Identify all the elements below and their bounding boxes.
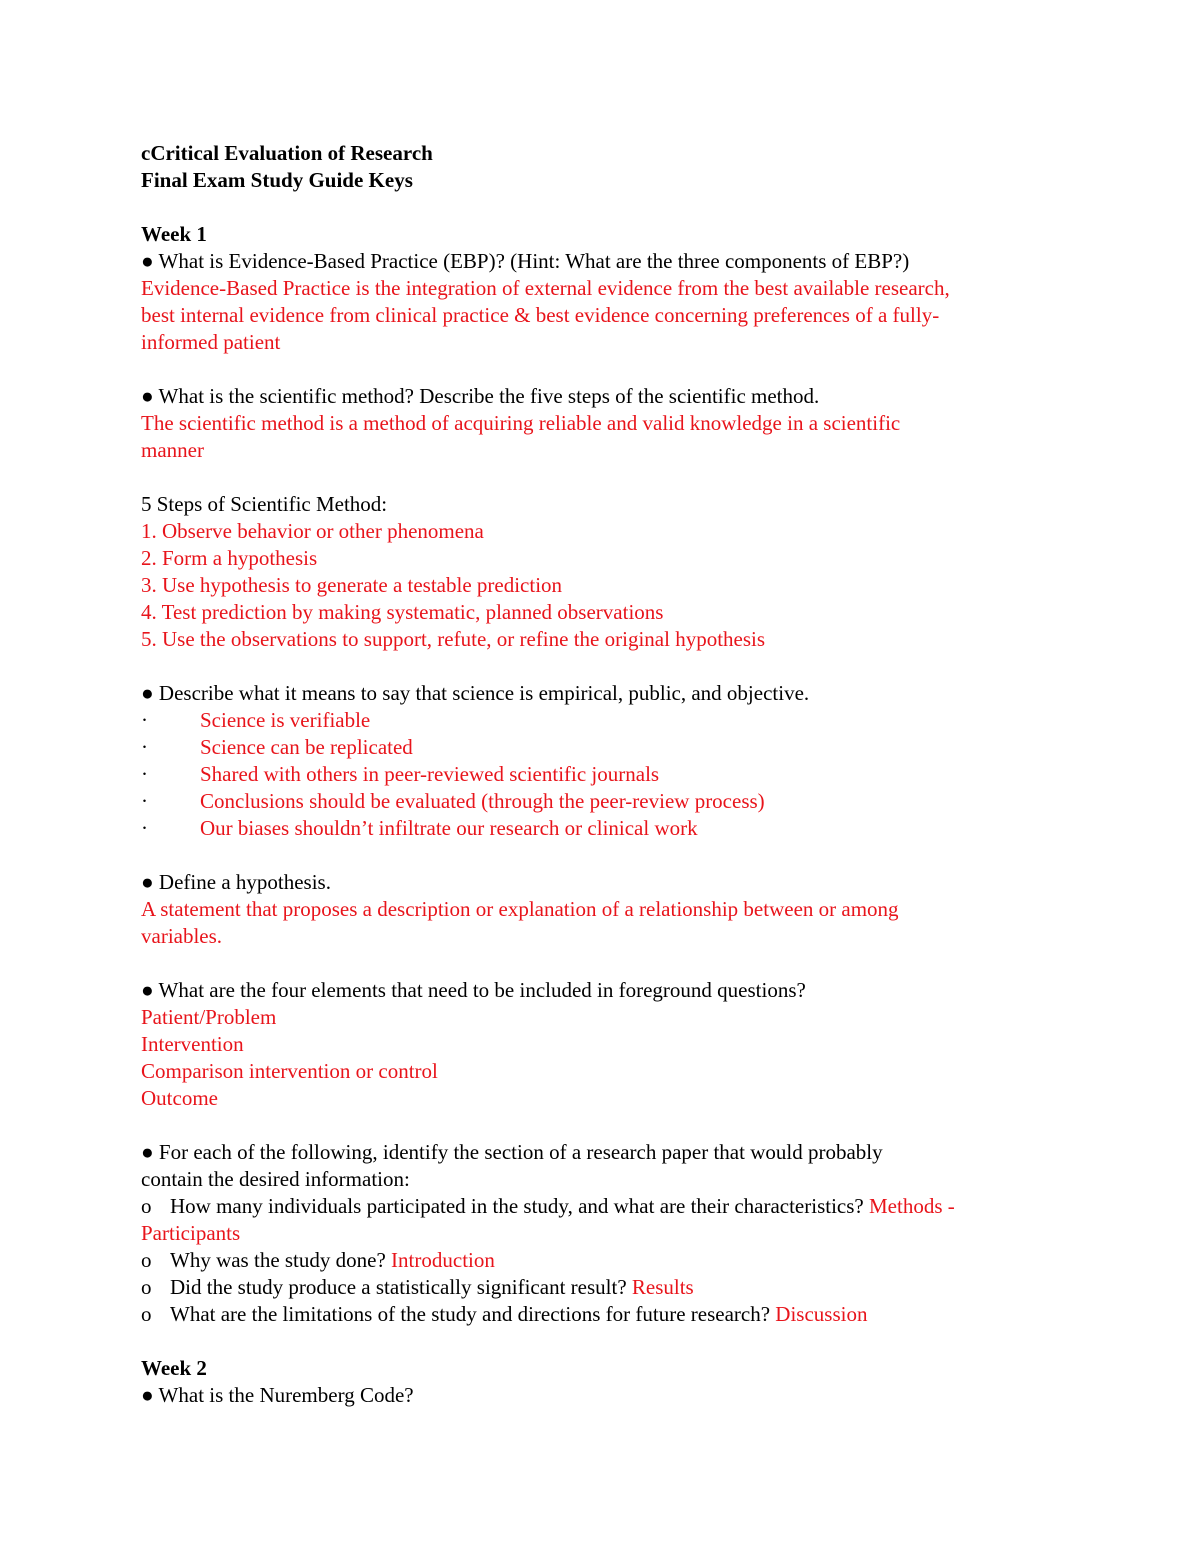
list-item [141, 788, 1071, 815]
list-item [141, 1247, 1071, 1274]
list-item [141, 815, 1071, 842]
bullet-dot-icon: · [141, 735, 148, 759]
question-hypothesis: ● Define a hypothesis. [141, 870, 331, 894]
step-item: 2. Form a hypothesis [141, 546, 318, 570]
question-ebp: ● What is Evidence-Based Practice (EBP)? (Hint: What are the three components of EBP?) [141, 249, 910, 273]
document-page [141, 140, 1071, 1409]
bullet-text: Our biases shouldn’t infiltrate our research or clinical work [200, 816, 698, 840]
step-item: 1. Observe behavior or other phenomena [141, 519, 484, 543]
step-item: 5. Use the observations to support, refute, or refine the original hypothesis [141, 627, 766, 651]
item-answer: Discussion [775, 1302, 868, 1326]
item-prompt: How many individuals participated in the study, and what are their characteristics? [170, 1194, 864, 1218]
item-answer: Introduction [391, 1248, 495, 1272]
question-science-empirical: ● Describe what it means to say that science is empirical, public, and objective. [141, 681, 810, 705]
document-title: cCritical Evaluation of Research [141, 141, 433, 165]
answer-item: Intervention [141, 1032, 244, 1056]
item-answer: Methods - [869, 1194, 955, 1218]
bullet-text: Conclusions should be evaluated (through the peer-review process) [200, 789, 765, 813]
spacer [141, 653, 1071, 680]
list-item [141, 1301, 1071, 1328]
circle-bullet-icon: o [141, 1248, 152, 1272]
spacer [141, 950, 1071, 977]
question-paper-sections-line-2: contain the desired information: [141, 1167, 410, 1191]
question-paper-sections-line-1: ● For each of the following, identify the section of a research paper that would probably [141, 1140, 883, 1164]
bullet-dot-icon: · [141, 708, 148, 732]
bullet-text: Science can be replicated [200, 735, 413, 759]
item-prompt: Did the study produce a statistically significant result? [170, 1275, 627, 1299]
answer-ebp-line-3: informed patient [141, 330, 281, 354]
bullet-dot-icon: · [141, 816, 148, 840]
circle-bullet-icon: o [141, 1194, 152, 1218]
item-prompt: Why was the study done? [170, 1248, 386, 1272]
item-answer-continued: Participants [141, 1221, 241, 1245]
bullet-dot-icon: · [141, 789, 148, 813]
bullet-text: Shared with others in peer-reviewed scientific journals [200, 762, 660, 786]
answer-scientific-method-line-2: manner [141, 438, 204, 462]
week-2-heading: Week 2 [141, 1356, 207, 1380]
spacer [141, 356, 1071, 383]
step-item: 3. Use hypothesis to generate a testable prediction [141, 573, 563, 597]
bullet-dot-icon: · [141, 762, 148, 786]
answer-hypothesis-line-1: A statement that proposes a description or explanation of a relationship between or among [141, 897, 899, 921]
question-nuremberg-code: ● What is the Nuremberg Code? [141, 1383, 414, 1407]
list-item [141, 707, 1071, 734]
answer-hypothesis-line-2: variables. [141, 924, 223, 948]
question-scientific-method: ● What is the scientific method? Describe the five steps of the scientific method. [141, 384, 820, 408]
answer-ebp-line-1: Evidence-Based Practice is the integration of external evidence from the best available research, [141, 276, 950, 300]
circle-bullet-icon: o [141, 1275, 152, 1299]
answer-ebp-line-2: best internal evidence from clinical practice & best evidence concerning preferences of a fully- [141, 303, 940, 327]
question-foreground-elements: ● What are the four elements that need to be included in foreground questions? [141, 978, 806, 1002]
list-item [141, 734, 1071, 761]
spacer [141, 842, 1071, 869]
answer-scientific-method-line-1: The scientific method is a method of acquiring reliable and valid knowledge in a scientific [141, 411, 901, 435]
spacer [141, 1328, 1071, 1355]
step-item: 4. Test prediction by making systematic, planned observations [141, 600, 664, 624]
bullet-text: Science is verifiable [200, 708, 371, 732]
list-item [141, 1193, 1071, 1220]
answer-item: Patient/Problem [141, 1005, 277, 1029]
spacer [141, 464, 1071, 491]
list-item [141, 1274, 1071, 1301]
answer-item: Outcome [141, 1086, 218, 1110]
spacer [141, 194, 1071, 221]
item-answer: Results [631, 1275, 694, 1299]
spacer [141, 1112, 1071, 1139]
item-prompt: What are the limitations of the study and directions for future research? [170, 1302, 771, 1326]
week-1-heading: Week 1 [141, 222, 207, 246]
answer-item: Comparison intervention or control [141, 1059, 438, 1083]
circle-bullet-icon: o [141, 1302, 152, 1326]
document-subtitle: Final Exam Study Guide Keys [141, 168, 413, 192]
list-item [141, 761, 1071, 788]
steps-heading: 5 Steps of Scientific Method: [141, 492, 388, 516]
